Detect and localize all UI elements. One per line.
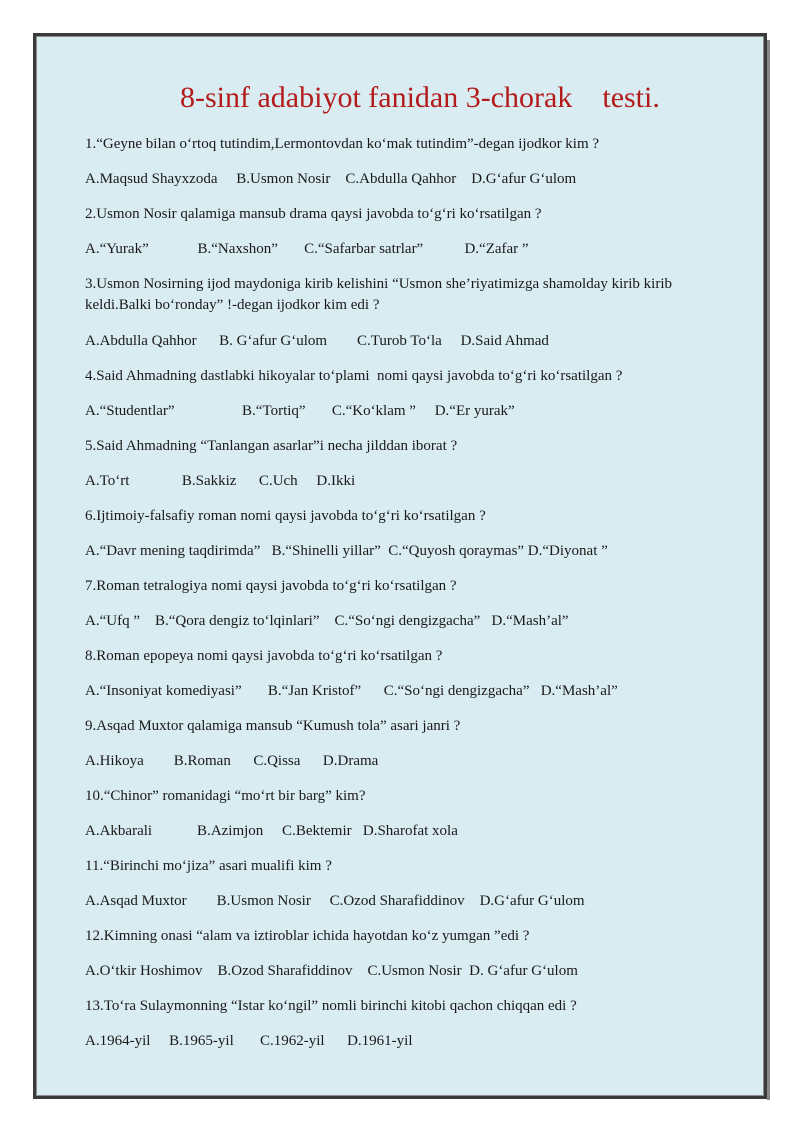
answers-3: A.Abdulla Qahhor B. G‘afur G‘ulom C.Turob To‘la D.Said Ahmad <box>85 333 549 349</box>
answers-4: A.“Studentlar” B.“Tortiq” C.“Ko‘klam ” D.“Er yurak” <box>85 403 515 419</box>
question-11: 11.“Birinchi mo‘jiza” asari mualifi kim ? <box>85 858 332 874</box>
answers-12: A.O‘tkir Hoshimov B.Ozod Sharafiddinov C.Usmon Nosir D. G‘afur G‘ulom <box>85 963 578 979</box>
question-3: 3.Usmon Nosirning ijod maydoniga kirib kelishini “Usmon she’riyatimizga shamolday kirib kirib keldi.Balki bo‘ronday” !-degan ijodkor kim edi ? <box>85 276 673 313</box>
answers-13: A.1964-yil B.1965-yil C.1962-yil D.1961-yil <box>85 1033 413 1049</box>
question-4: 4.Said Ahmadning dastlabki hikoyalar to‘plami nomi qaysi javobda to‘g‘ri ko‘rsatilgan ? <box>85 368 623 384</box>
question-5: 5.Said Ahmadning “Tanlangan asarlar”i necha jilddan iborat ? <box>85 438 458 454</box>
question-7: 7.Roman tetralogiya nomi qaysi javobda to‘g‘ri ko‘rsatilgan ? <box>85 578 457 594</box>
question-9: 9.Asqad Muxtor qalamiga mansub “Kumush tola” asari janri ? <box>85 718 461 734</box>
answers-6: A.“Davr mening taqdirimda” B.“Shinelli yillar” C.“Quyosh qoraymas” D.“Diyonat ” <box>85 543 608 559</box>
question-12: 12.Kimning onasi “alam va iztiroblar ichida hayotdan ko‘z yumgan ”edi ? <box>85 928 530 944</box>
test-content <box>85 134 735 1066</box>
answers-2: A.“Yurak” B.“Naxshon” C.“Safarbar satrlar” D.“Zafar ” <box>85 241 529 257</box>
page-title: 8-sinf adabiyot fanidan 3-chorak testi. <box>180 81 660 114</box>
question-6: 6.Ijtimoiy-falsafiy roman nomi qaysi javobda to‘g‘ri ko‘rsatilgan ? <box>85 508 486 524</box>
question-2: 2.Usmon Nosir qalamiga mansub drama qaysi javobda to‘g‘ri ko‘rsatilgan ? <box>85 206 542 222</box>
answers-11: A.Asqad Muxtor B.Usmon Nosir C.Ozod Sharafiddinov D.G‘afur G‘ulom <box>85 893 585 909</box>
question-10: 10.“Chinor” romanidagi “mo‘rt bir barg” kim? <box>85 788 366 804</box>
question-1: 1.“Geyne bilan o‘rtoq tutindim,Lermontovdan ko‘mak tutindim”-degan ijodkor kim ? <box>85 136 600 152</box>
answers-7: A.“Ufq ” B.“Qora dengiz to‘lqinlari” C.“So‘ngi dengizgacha” D.“Mash’al” <box>85 613 569 629</box>
answers-8: A.“Insoniyat komediyasi” B.“Jan Kristof” C.“So‘ngi dengizgacha” D.“Mash’al” <box>85 683 618 699</box>
answers-9: A.Hikoya B.Roman C.Qissa D.Drama <box>85 753 379 769</box>
answers-1: A.Maqsud Shayxzoda B.Usmon Nosir C.Abdulla Qahhor D.G‘afur G‘ulom <box>85 171 577 187</box>
answers-10: A.Akbarali B.Azimjon C.Bektemir D.Sharofat xola <box>85 823 458 839</box>
question-13: 13.To‘ra Sulaymonning “Istar ko‘ngil” nomli birinchi kitobi qachon chiqqan edi ? <box>85 998 577 1014</box>
question-8: 8.Roman epopeya nomi qaysi javobda to‘g‘ri ko‘rsatilgan ? <box>85 648 443 664</box>
answers-5: A.To‘rt B.Sakkiz C.Uch D.Ikki <box>85 473 356 489</box>
